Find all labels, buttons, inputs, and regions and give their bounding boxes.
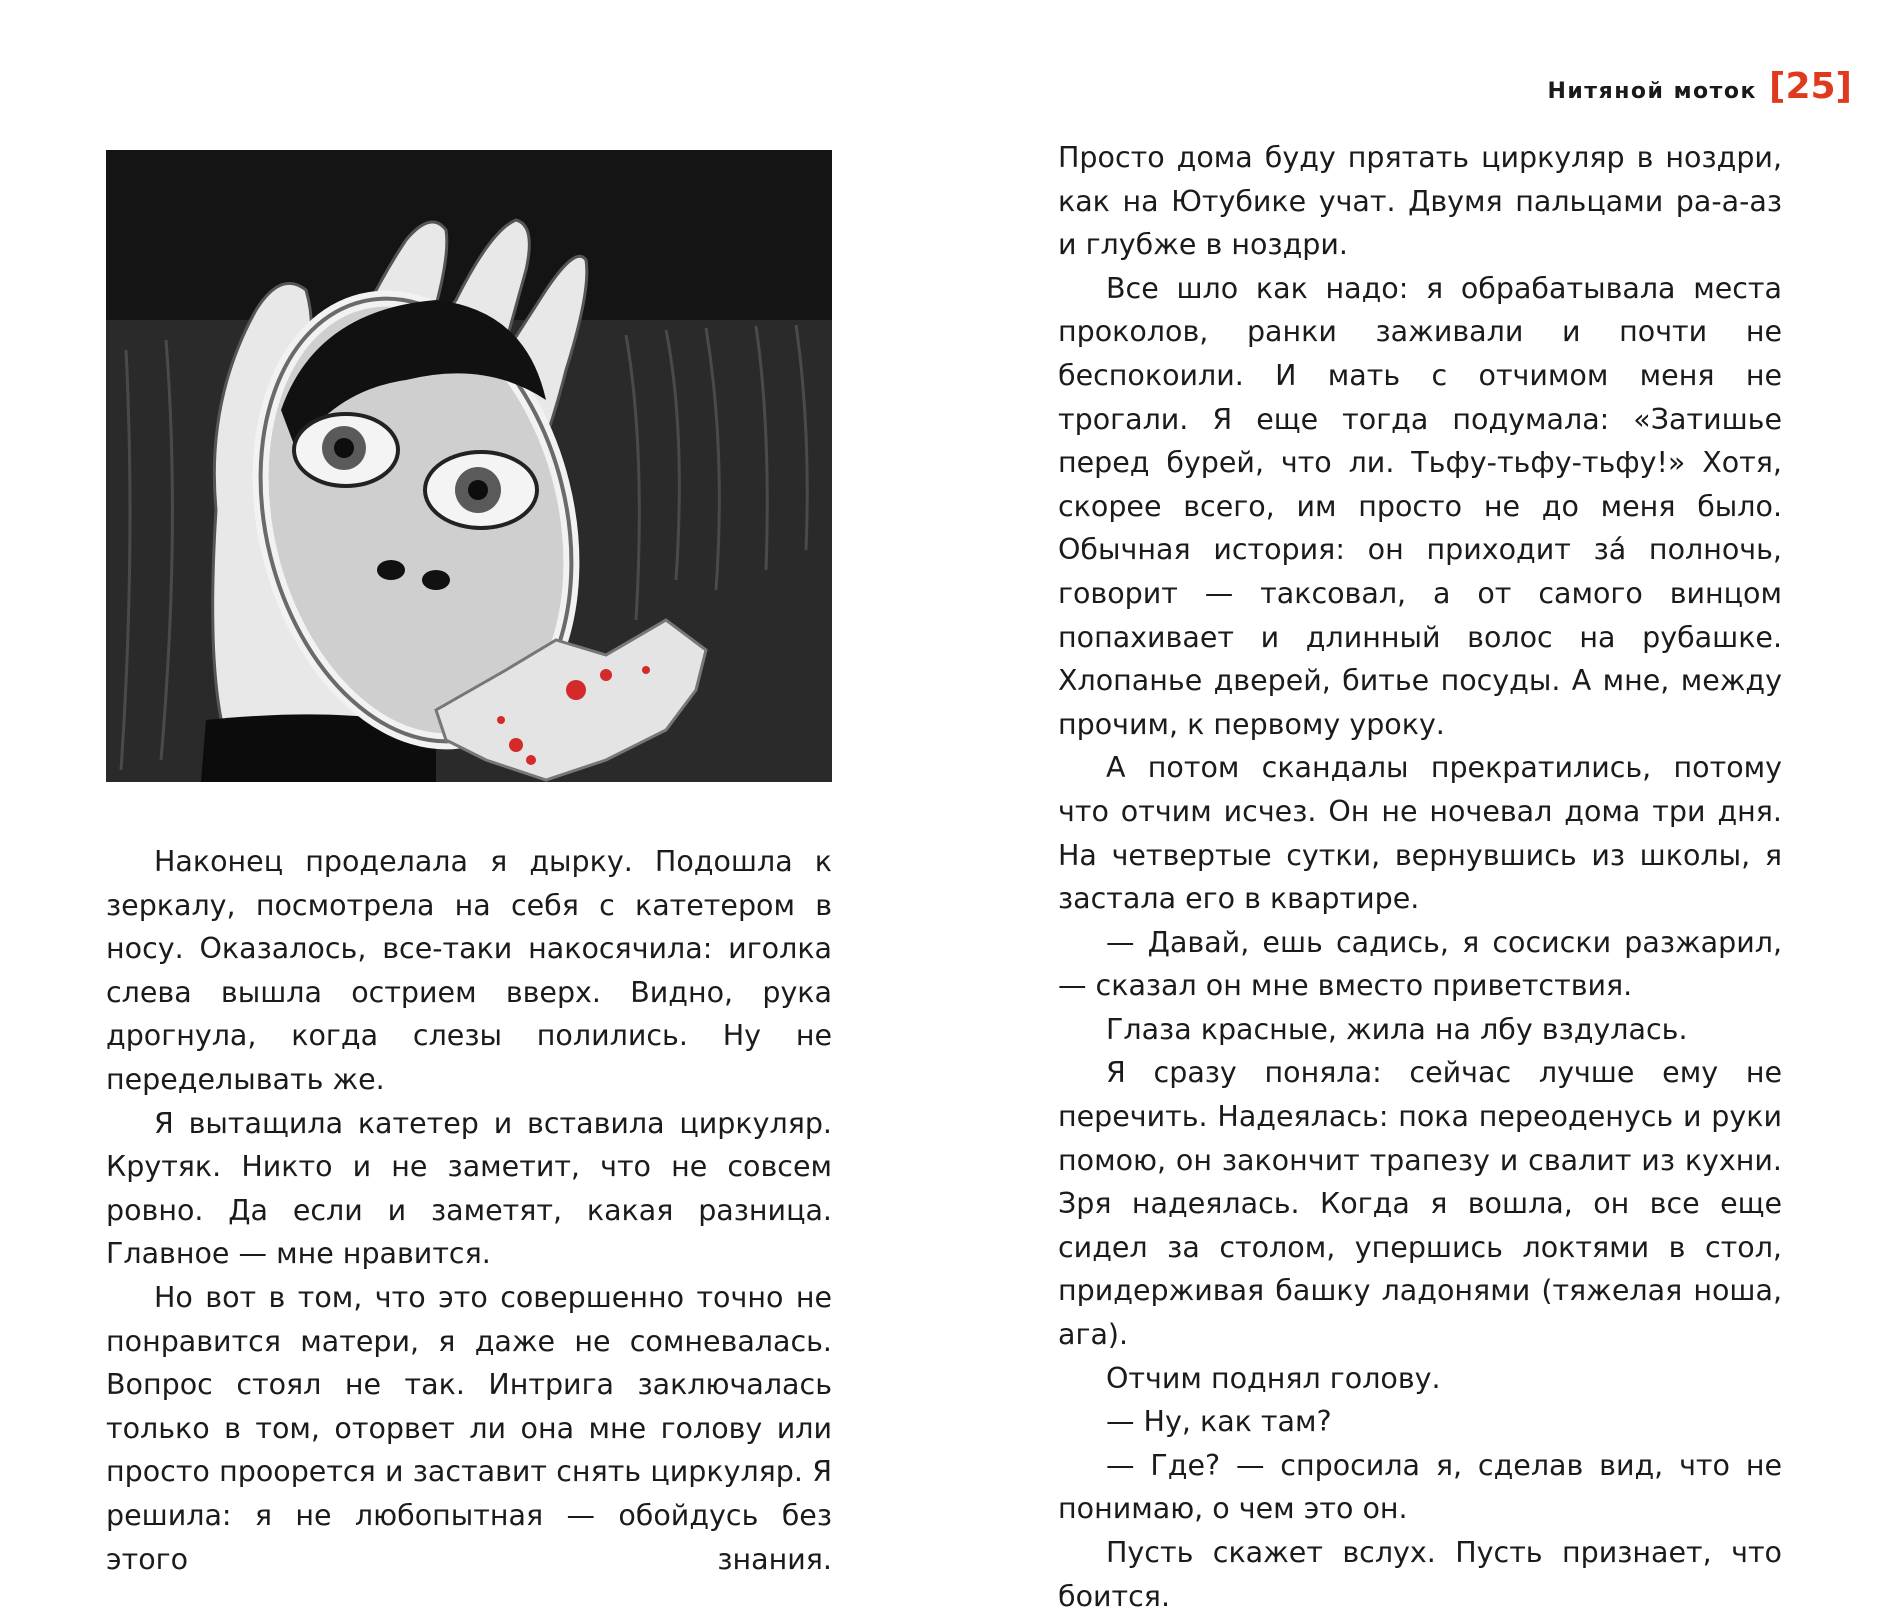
paragraph: — Ну, как там? <box>1106 1405 1332 1439</box>
illustration-hand-mirror-face-icon <box>106 150 832 782</box>
paragraph: Просто дома буду прятать циркуляр в ноздри, как на Ютубике учат. Двумя пальцами ра-а-аз и глубже в ноздри. <box>1058 141 1782 262</box>
running-title: Нитяной моток <box>1547 79 1757 104</box>
paragraph: Пусть скажет вслух. Пусть признает, что боится. <box>1058 1536 1782 1613</box>
paragraph: Все шло как надо: я обрабатывала места проколов, ранки заживали и почти не беспокоили. И мать с отчимом меня не трогали. Я еще тогда подумала: «Затишье перед бурей, что ли. Тьфу-тьфу-тьфу!» Хотя, скорее всего, им просто не до меня было. Обычная история: он приходит за́ полночь, говорит — таксовал, а от самого винцом попахивает и длинный волос на рубашке. Хлопанье дверей, битье посуды. А мне, между прочим, к первому уроку. <box>1058 271 1782 741</box>
paragraph: — Давай, ешь садись, я сосиски разжарил, — сказал он мне вместо приветствия. <box>1058 925 1782 1003</box>
page-number: [25] <box>1768 66 1852 107</box>
right-column <box>1058 136 1782 1618</box>
left-column <box>106 840 832 1581</box>
illustration <box>106 150 832 782</box>
paragraph: Я сразу поняла: сейчас лучше ему не перечить. Надеялась: пока переоденусь и руки помою, он закончит трапезу и свалит из кухни. Зря надеялась. Когда я вошла, он все еще сидел за столом, упершись локтями в стол, придерживая башку ладонями (тяжелая ноша, ага). <box>1058 1056 1782 1352</box>
paragraph: Глаза красные, жила на лбу вздулась. <box>1106 1012 1688 1046</box>
paragraph: — Где? — спросила я, сделав вид, что не понимаю, о чем это он. <box>1058 1448 1782 1526</box>
running-head <box>1547 66 1852 107</box>
paragraph: Отчим поднял голову. <box>1106 1361 1441 1395</box>
paragraph: Но вот в том, что это совершенно точно не понравится матери, я даже не сомневалась. Вопрос стоял не так. Интрига заключалась только в том, оторвет ли она мне голову или просто проорется и заставит снять циркуляр. Я решила: я не любопытная — обойдусь без этого знания. <box>106 1280 832 1576</box>
paragraph: Я вытащила катетер и вставила циркуляр. Крутяк. Никто и не заметит, что не совсем ровно. Да если и заметят, какая разница. Главное — мне нравится. <box>106 1106 832 1271</box>
paragraph: А потом скандалы прекратились, потому что отчим исчез. Он не ночевал дома три дня. На четвертые сутки, вернувшись из школы, я застала его в квартире. <box>1058 751 1782 916</box>
paragraph: Наконец проделала я дырку. Подошла к зеркалу, посмотрела на себя с катетером в носу. Оказалось, все-таки накосячила: иголка слева вышла острием вверх. Видно, рука дрогнула, когда слезы полились. Ну не переделывать же. <box>106 845 832 1096</box>
